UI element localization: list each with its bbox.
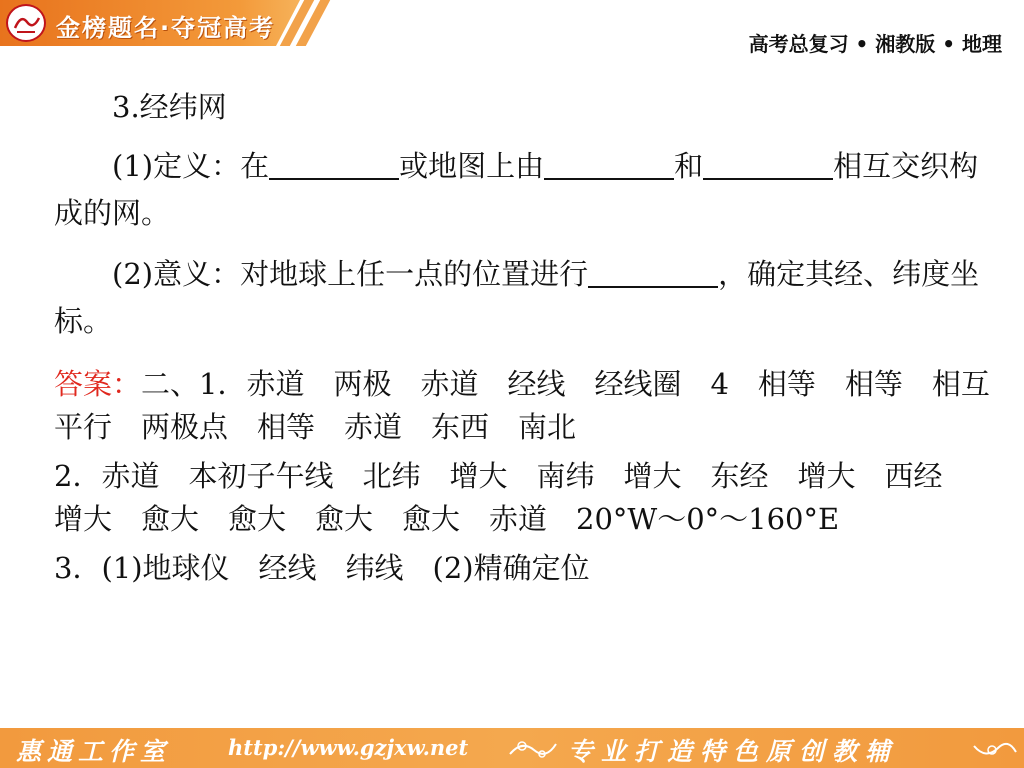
section-heading: 3.经纬网: [112, 90, 227, 124]
definition-text-4: 相互交织构成的网。: [54, 149, 979, 230]
answer-line-2: 2．赤道 本初子午线 北纬 增大 南纬 增大 东经 增大 西经 增大 愈大 愈大 愈大 愈大 赤道 20°W～0°～160°E: [54, 459, 972, 536]
answer-block: [54, 363, 994, 590]
meaning-text-1: (2)意义：对地球上任一点的位置进行: [112, 257, 589, 291]
flower-ornament-icon: [972, 734, 1018, 762]
definition-text-3: 和: [674, 149, 704, 183]
answer-line-1: [54, 363, 994, 449]
flower-ornament-icon: [508, 734, 558, 762]
answer-line-3: 3．(1)地球仪 经线 纬线 (2)精确定位: [54, 551, 590, 585]
fill-blank: [544, 150, 674, 180]
fill-blank: [588, 258, 718, 288]
definition-text-1: (1)定义：在: [112, 149, 270, 183]
subject-title: 高考总复习 • 湘教版 • 地理: [748, 32, 1002, 56]
fill-blank: [269, 150, 399, 180]
brand-slogan: 金榜题名·夺冠高考: [56, 14, 276, 42]
definition-text-2: 或地图上由: [399, 149, 545, 183]
website-link[interactable]: http://www.gzjxw.net: [228, 735, 469, 760]
header-bar: [0, 0, 1024, 56]
meaning-text-2: ，确定其经、纬度坐标。: [54, 257, 980, 338]
footer-slogan: 专业打造特色原创教辅: [568, 737, 899, 766]
footer-bar: [0, 728, 1024, 768]
answer-label: 答案：: [54, 367, 142, 401]
studio-name: 惠通工作室: [16, 737, 172, 766]
slide-content: [54, 84, 994, 596]
meaning-paragraph: [54, 251, 994, 345]
definition-paragraph: [54, 143, 994, 237]
logo-icon: [6, 4, 46, 42]
answer-text-1: 二、1．赤道 两极 赤道 经线 经线圈 4 相等 相等 相互平行 两极点 相等 赤道 东西 南北: [54, 367, 990, 444]
fill-blank: [703, 150, 833, 180]
